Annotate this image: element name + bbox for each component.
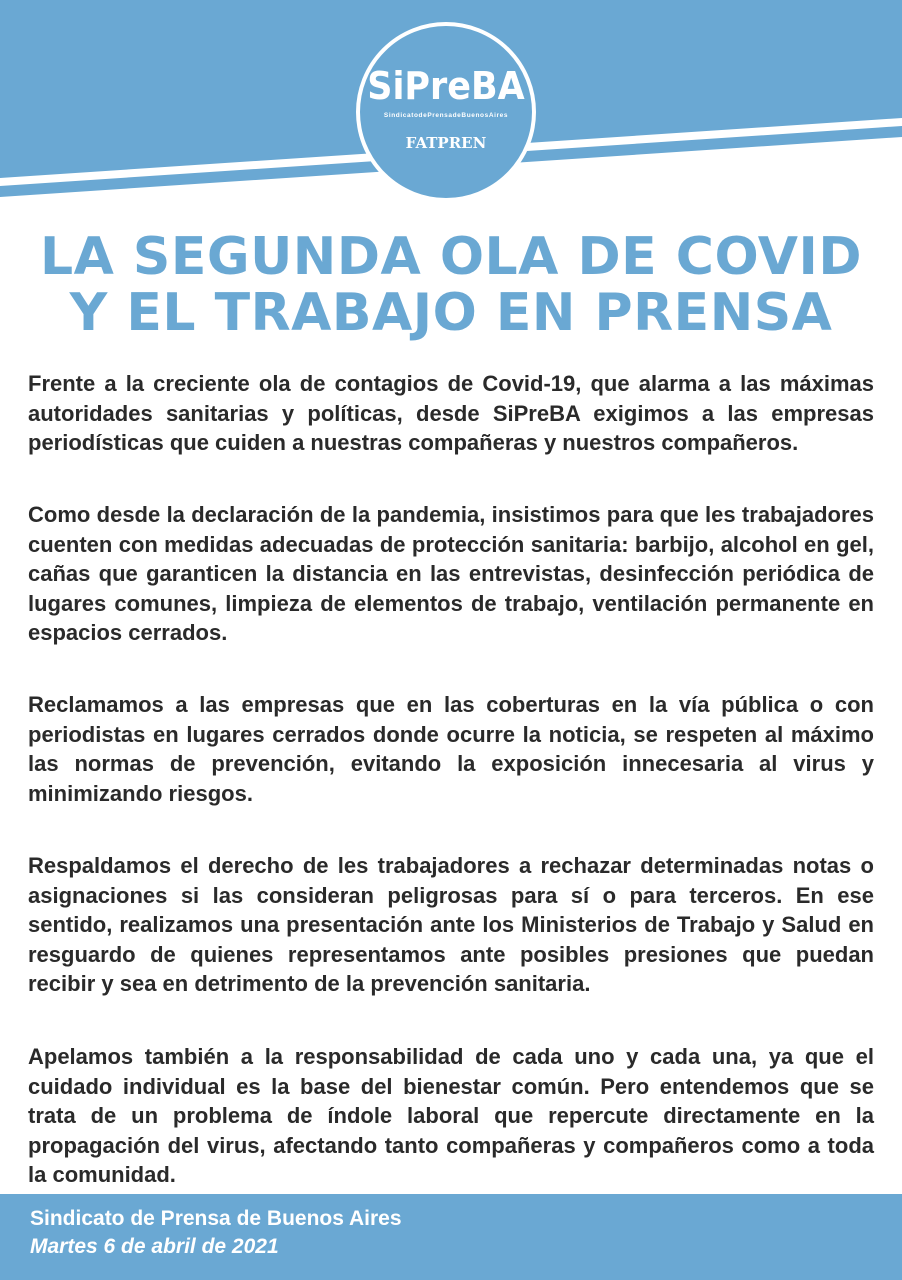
page-title-line-2: Y EL TRABAJO EN PRENSA [69, 283, 833, 343]
page-title-line-1: LA SEGUNDA OLA DE COVID [39, 227, 863, 287]
footer-organization: Sindicato de Prensa de Buenos Aires [30, 1207, 402, 1230]
footer-bar [0, 1194, 902, 1280]
paragraph-1: Frente a la creciente ola de contagios de Covid-19, que alarma a las máximas autoridades sanitarias y políticas, desde SiPreBA exigimos a las empresas periodísticas que cuiden a nuestras compañeras y nuestros compañeros. [28, 371, 874, 455]
logo-federation: FATPREN [405, 134, 487, 152]
sipreba-logo [356, 22, 536, 202]
paragraph-2: Como desde la declaración de la pandemia, insistimos para que les trabajadores cuenten con medidas adecuadas de protección sanitaria: barbijo, alcohol en gel, cañas que garanticen la distancia en las entrevistas, desinfección periódica de lugares comunes, limpieza de elementos de trabajo, ventilación permanente en espacios cerrados. [28, 502, 874, 645]
footer-date: Martes 6 de abril de 2021 [30, 1235, 279, 1258]
logo-subtitle: SindicatodePrensadeBuenosAires [383, 112, 509, 119]
logo-name: SiPreBA [367, 64, 525, 108]
paragraph-3: Reclamamos a las empresas que en las coberturas en la vía pública o con periodistas en lugares cerrados donde ocurre la noticia, se respeten al máximo las normas de prevención, evitando la exposición innecesaria al virus y minimizando riesgos. [28, 692, 874, 806]
paragraph-4: Respaldamos el derecho de les trabajadores a rechazar determinadas notas o asignaciones si las consideran peligrosas para sí o para terceros. En ese sentido, realizamos una presentación ante los Ministerios de Trabajo y Salud en resguardo de quienes representamos ante posibles presiones que puedan recibir y sea en detrimento de la prevención sanitaria. [28, 853, 874, 996]
paragraph-5: Apelamos también a la responsabilidad de cada uno y cada una, ya que el cuidado individual es la base del bienestar común. Pero entendemos que se trata de un problema de índole laboral que repercute directamente en la propagación del virus, afectando tanto compañeras y compañeros como a toda la comunidad. [28, 1044, 874, 1187]
